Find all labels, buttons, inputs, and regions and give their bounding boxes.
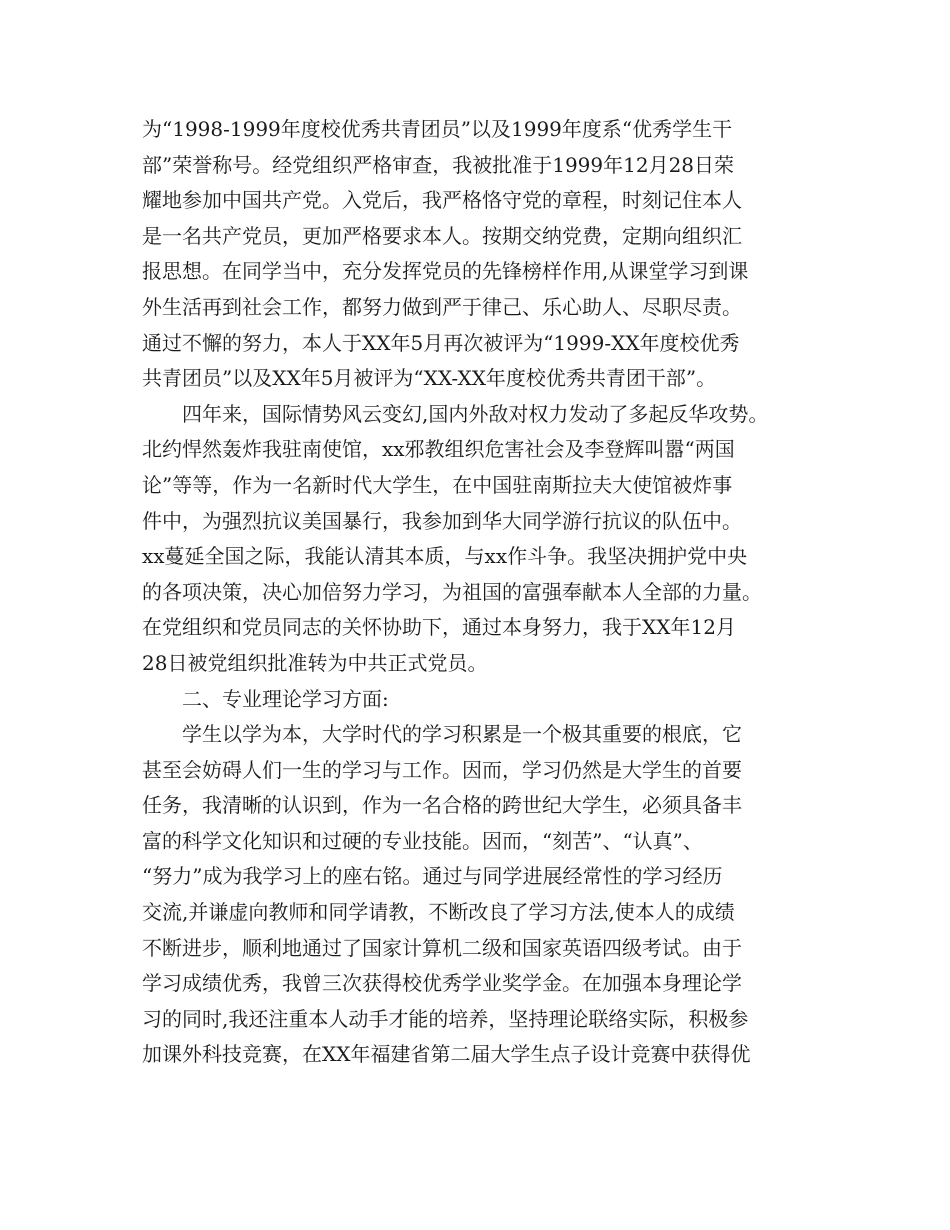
text-line: 件中，为强烈抗议美国暴行，我参加到华大同学游行抗议的队伍中。 bbox=[142, 508, 742, 533]
text-line: 部”荣誉称号。经党组织严格审查，我被批准于1999年12月28日荣 bbox=[142, 152, 735, 177]
text-line: xx蔓延全国之际，我能认清其本质，与xx作斗争。我坚决拥护党中央 bbox=[142, 544, 748, 569]
text-line: 北约悍然轰炸我驻南使馆，xx邪教组织危害社会及李登辉叫嚣“两国 bbox=[142, 437, 735, 462]
text-line: 加课外科技竞赛，在XX年福建省第二届大学生点子设计竞赛中获得优 bbox=[142, 1042, 751, 1067]
text-line: 不断进步，顺利地通过了国家计算机二级和国家英语四级考试。由于 bbox=[142, 935, 742, 960]
text-line: 富的科学文化知识和过硬的专业技能。因而，“刻苦”、“认真”、 bbox=[142, 828, 703, 853]
text-line: 耀地参加中国共产党。入党后，我严格恪守党的章程，时刻记住本人 bbox=[142, 188, 742, 213]
text-line: 任务，我清晰的认识到，作为一名合格的跨世纪大学生，必须具备丰 bbox=[142, 793, 742, 818]
document-body bbox=[142, 112, 810, 1073]
text-line: 是一名共产党员，更加严格要求本人。按期交纳党费，定期向组织汇 bbox=[142, 223, 742, 248]
text-line: 论”等等，作为一名新时代大学生，在中国驻南斯拉夫大使馆被炸事 bbox=[142, 472, 733, 497]
text-line: 报思想。在同学当中，充分发挥党员的先锋榜样作用,从课堂学习到课 bbox=[142, 259, 749, 284]
text-line: 共青团员”以及XX年5月被评为“XX-XX年度校优秀共青团干部”。 bbox=[142, 366, 717, 391]
text-line: 交流,并谦虚向教师和同学请教，不断改良了学习方法,使本人的成绩 bbox=[142, 900, 735, 925]
section-heading: 二、专业理论学习方面: bbox=[182, 686, 389, 711]
text-line: 为“1998-1999年度校优秀共青团员”以及1999年度系“优秀学生干 bbox=[142, 117, 733, 141]
paragraph-start-line: 学生以学为本，大学时代的学习积累是一个极其重要的根底，它 bbox=[182, 722, 742, 747]
text-line: 习的同时,我还注重本人动手才能的培养，坚持理论联络实际，积极参 bbox=[142, 1006, 749, 1031]
text-line: 在党组织和党员同志的关怀协助下，通过本身努力，我于XX年12月 bbox=[142, 615, 736, 640]
text-line: 外生活再到社会工作，都努力做到严于律己、乐心助人、尽职尽责。 bbox=[142, 294, 742, 319]
paragraph-start-line: 四年来，国际情势风云变幻,国内外敌对权力发动了多起反华攻势。 bbox=[182, 401, 769, 426]
text-line: 学习成绩优秀，我曾三次获得校优秀学业奖学金。在加强本身理论学 bbox=[142, 971, 742, 996]
text-line: 的各项决策，决心加倍努力学习，为祖国的富强奉献本人全部的力量。 bbox=[142, 579, 762, 604]
text-line: 28日被党组织批准转为中共正式党员。 bbox=[142, 650, 488, 675]
text-line: 通过不懈的努力，本人于XX年5月再次被评为“1999-XX年度校优秀 bbox=[142, 330, 740, 355]
text-line: 甚至会妨碍人们一生的学习与工作。因而，学习仍然是大学生的首要 bbox=[142, 757, 742, 782]
text-line: “努力”成为我学习上的座右铭。通过与同学进展经常性的学习经历 bbox=[142, 864, 723, 889]
